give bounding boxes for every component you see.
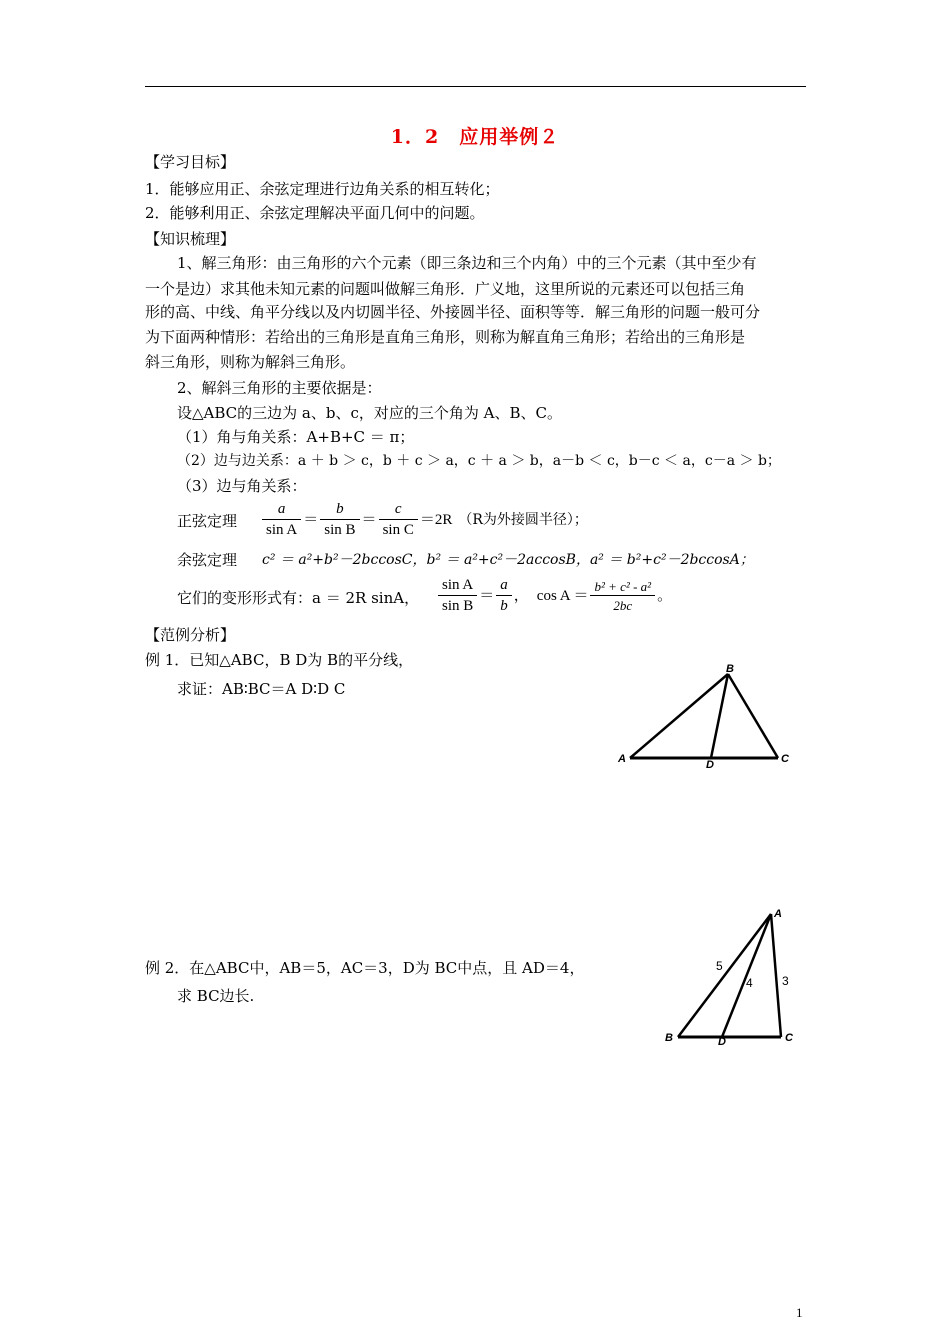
page-number: 1	[796, 1305, 803, 1320]
fraction-numerator: b² + c² - a²	[590, 580, 655, 596]
sine-note: （R为外接圆半径）；	[458, 512, 588, 528]
figure2-label-a: A	[774, 908, 782, 920]
objectives-heading: 【学习目标】	[145, 153, 236, 171]
figure1-label-b: B	[726, 663, 734, 675]
objective-2: 2．能够利用正、余弦定理解决平面几何中的问题。	[145, 204, 485, 222]
sine-fraction-a	[262, 502, 301, 538]
equals-sign: ＝	[361, 511, 377, 528]
cosine-law-label: 余弦定理	[177, 551, 238, 569]
equals-sign: ＝	[303, 511, 319, 528]
sine-fraction-b	[320, 502, 359, 538]
variant-fraction-cos	[590, 580, 655, 612]
fraction-numerator: b	[320, 502, 359, 520]
relation-side-angle: （3）边与角关系：	[177, 477, 307, 495]
fraction-numerator: sin A	[438, 578, 477, 596]
cosine-law-formula: c² ＝ a²+b²－2bccosC，b² ＝ a²+c²－2accosB，a² ＝ b²+c²－2bccosA；	[262, 552, 754, 568]
cos-lhs: cos A ＝	[536, 587, 589, 604]
side-bc	[728, 674, 778, 758]
relation-angles: （1）角与角关系：A+B+C ＝ π；	[177, 428, 415, 446]
objective-1: 1．能够应用正、余弦定理进行边角关系的相互转化；	[145, 180, 500, 198]
variant-label: 它们的变形形式有：a ＝ 2R sinA，	[177, 589, 420, 607]
side-ab	[678, 914, 771, 1037]
variant-fraction-sin	[438, 578, 477, 614]
para1-line3: 形的高、中线、角平分线以及内切圆半径、外接圆半径、面积等等．解三角形的问题一般可分	[145, 303, 761, 321]
fraction-denominator: sin B	[324, 522, 356, 538]
example1-line1: 例 1．已知△ABC，B D为 B的平分线，	[145, 651, 414, 669]
figure1-label-c: C	[781, 753, 789, 765]
para2-title: 2、解斜三角形的主要依据是：	[177, 379, 382, 397]
setup-text: 设△ABC的三边为 a、b、c，对应的三个角为 A、B、C。	[177, 404, 562, 422]
sine-rhs: ＝2R	[419, 511, 453, 528]
figure2-label-c: C	[785, 1032, 793, 1044]
side-ac	[771, 914, 781, 1037]
example1-line2: 求证：AB∶BC＝A D∶D C	[177, 680, 346, 698]
para1-line1: 1、解三角形：由三角形的六个元素（即三条边和三个内角）中的三个元素（其中至少有	[177, 254, 757, 272]
equals-sign: ＝	[479, 587, 495, 604]
triangle-figure-2	[660, 900, 800, 1050]
period: 。	[657, 587, 673, 604]
fraction-denominator: 2bc	[613, 598, 633, 613]
page-title: 1．2 应用举例２	[390, 126, 560, 148]
sine-fraction-c	[379, 502, 418, 538]
fraction-denominator: sin C	[382, 522, 414, 538]
fraction-denominator: sin B	[442, 598, 474, 614]
fraction-denominator: b	[500, 598, 508, 614]
figure2-length-ac: 3	[782, 974, 789, 988]
para1-line2: 一个是边）求其他未知元素的问题叫做解三角形．广义地，这里所说的元素还可以包括三角	[145, 280, 746, 298]
para1-line5: 斜三角形，则称为解斜三角形。	[145, 353, 356, 371]
figure2-label-b: B	[665, 1032, 673, 1044]
fraction-numerator: a	[262, 502, 301, 520]
sine-law-label: 正弦定理	[177, 512, 238, 530]
figure1-label-a: A	[618, 753, 626, 765]
example2-line2: 求 BC边长.	[177, 987, 255, 1005]
sine-law-formula	[260, 502, 588, 538]
fraction-numerator: c	[379, 502, 418, 520]
figure2-length-ad: 4	[746, 976, 753, 990]
knowledge-heading: 【知识梳理】	[145, 230, 236, 248]
header-rule	[145, 86, 806, 87]
para1-line4: 为下面两种情形：若给出的三角形是直角三角形，则称为解直角三角形；若给出的三角形是	[145, 328, 746, 346]
figure2-label-d: D	[718, 1036, 726, 1048]
fraction-denominator: sin A	[266, 522, 298, 538]
variant-fraction-ab	[496, 578, 512, 614]
examples-heading: 【范例分析】	[145, 626, 236, 644]
triangle-figure-1	[610, 660, 800, 770]
figure2-length-ab: 5	[716, 959, 723, 973]
example2-line1: 例 2．在△ABC中，AB＝5，AC＝3，D为 BC中点，且 AD＝4，	[145, 959, 585, 977]
relation-sides: （2）边与边关系：a ＋ b ＞ c，b ＋ c ＞ a，c ＋ a ＞ b，a－b ＜ c，b－c ＜ a，c－a ＞ b；	[177, 453, 781, 469]
variant-formulas	[436, 578, 672, 614]
fraction-numerator: a	[496, 578, 512, 596]
figure1-label-d: D	[706, 759, 714, 771]
separator: ，	[513, 587, 529, 604]
